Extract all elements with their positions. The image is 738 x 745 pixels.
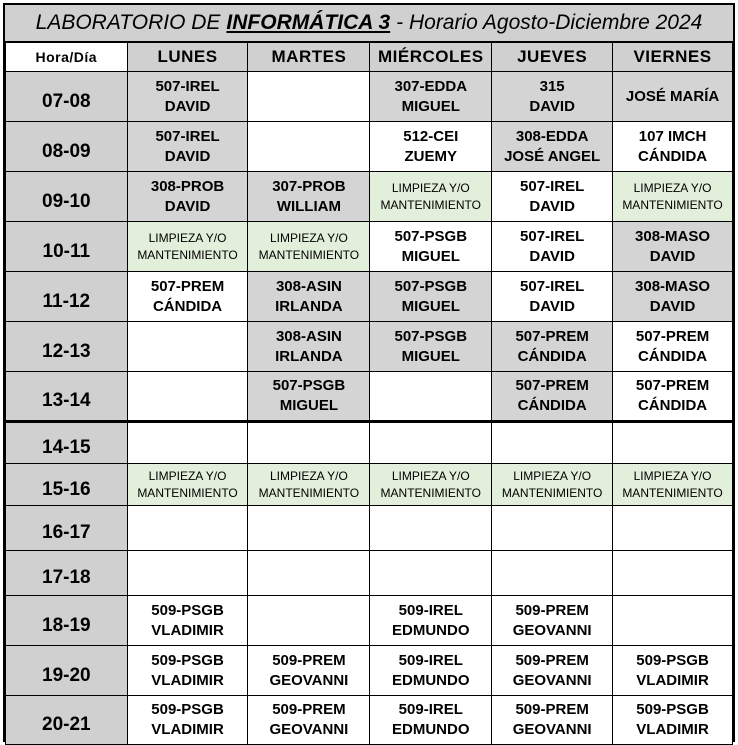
cell-course: 507-PREM [150, 277, 225, 295]
schedule-cell [492, 122, 613, 172]
cell-course: 507-PREM [515, 327, 589, 345]
cell-teacher: MIGUEL [401, 247, 460, 265]
empty-schedule-cell [613, 422, 733, 464]
empty-schedule-cell [613, 506, 733, 551]
schedule-cell [127, 272, 248, 322]
schedule-cell [248, 372, 370, 422]
cell-teacher: GEOVANNI [512, 621, 592, 639]
header-day: JUEVES [492, 43, 613, 72]
cell-teacher: DAVID [649, 297, 696, 315]
cell-course: 507-PSGB [272, 377, 346, 394]
cell-teacher: MIGUEL [401, 97, 460, 115]
empty-schedule-cell [613, 551, 733, 596]
schedule-cell [613, 696, 733, 745]
cell-course: 509-PREM [515, 601, 589, 619]
cell-course: 509-PSGB [636, 701, 709, 718]
schedule-row [6, 72, 733, 122]
cell-course: 507-PSGB [394, 327, 468, 345]
cell-course: LIMPIEZA Y/O [148, 230, 227, 245]
schedule-cell [127, 72, 248, 122]
schedule-body [6, 72, 733, 745]
schedule-row [6, 172, 733, 222]
cell-teacher: IRLANDA [275, 347, 343, 365]
cell-teacher: DAVID [164, 147, 211, 165]
empty-schedule-cell [248, 551, 370, 596]
schedule-cell [248, 172, 370, 222]
cell-course: 509-PREM [515, 651, 589, 669]
cell-teacher: MANTENIMIENTO [380, 485, 481, 500]
cell-course: 507-IREL [520, 177, 585, 195]
schedule-table [5, 42, 733, 745]
schedule-cell [370, 322, 492, 372]
schedule-row [6, 422, 733, 464]
schedule-row [6, 222, 733, 272]
schedule-cell [248, 646, 370, 696]
schedule-cell [127, 122, 248, 172]
cell-course: 512-CEI [403, 127, 459, 145]
cell-course: 509-PSGB [151, 651, 224, 669]
cell-course: 509-PSGB [151, 601, 224, 619]
cell-course: 509-PSGB [151, 701, 224, 718]
cell-teacher: MANTENIMIENTO [137, 247, 238, 262]
hour-label: 15-16 [6, 464, 128, 506]
header-day: VIERNES [613, 43, 733, 72]
cell-teacher: GEOVANNI [512, 671, 592, 689]
cell-teacher: MIGUEL [401, 297, 460, 315]
cell-course: 507-PSGB [394, 227, 468, 245]
schedule-row [6, 596, 733, 646]
schedule-row [6, 122, 733, 172]
cell-teacher: DAVID [529, 197, 575, 215]
schedule-cell [370, 646, 492, 696]
empty-schedule-cell [613, 596, 733, 646]
cell-teacher: GEOVANNI [512, 721, 592, 738]
cell-teacher: DAVID [649, 247, 696, 265]
cell-course: 507-IREL [520, 227, 585, 245]
header-corner: Hora/Día [6, 43, 128, 72]
cell-teacher: MANTENIMIENTO [622, 197, 723, 212]
empty-schedule-cell [127, 322, 248, 372]
cell-course: 509-PREM [515, 701, 589, 718]
empty-schedule-cell [127, 422, 248, 464]
cell-teacher: MANTENIMIENTO [622, 485, 723, 500]
cell-teacher: VLADIMIR [636, 671, 709, 689]
title-suffix: - Horario Agosto-Diciembre 2024 [396, 11, 703, 34]
schedule-cell [613, 464, 733, 506]
hour-label: 14-15 [6, 422, 128, 464]
hour-label: 13-14 [6, 372, 128, 422]
cell-teacher: VLADIMIR [151, 671, 224, 689]
empty-schedule-cell [127, 551, 248, 596]
schedule-cell [492, 172, 613, 222]
schedule-cell [613, 322, 733, 372]
hour-label: 09-10 [6, 172, 128, 222]
cell-teacher: VLADIMIR [151, 621, 224, 639]
empty-schedule-cell [248, 422, 370, 464]
schedule-cell [492, 372, 613, 422]
empty-schedule-cell [492, 506, 613, 551]
empty-schedule-cell [492, 422, 613, 464]
hour-label: 18-19 [6, 596, 128, 646]
cell-course: 509-IREL [398, 601, 463, 619]
empty-schedule-cell [127, 506, 248, 551]
cell-course: LIMPIEZA Y/O [269, 230, 348, 245]
title-prefix: LABORATORIO DE [35, 11, 221, 34]
schedule-sheet [3, 3, 735, 742]
schedule-cell [613, 272, 733, 322]
cell-course: LIMPIEZA Y/O [391, 180, 470, 195]
hour-label: 16-17 [6, 506, 128, 551]
cell-teacher: MANTENIMIENTO [258, 485, 360, 500]
empty-schedule-cell [248, 72, 370, 122]
schedule-cell [248, 272, 370, 322]
schedule-row [6, 696, 733, 745]
cell-teacher: CÁNDIDA [637, 397, 708, 414]
schedule-cell [492, 272, 613, 322]
cell-teacher: MANTENIMIENTO [380, 197, 481, 212]
schedule-cell [248, 322, 370, 372]
cell-course: 507-PREM [515, 377, 589, 394]
empty-schedule-cell [370, 506, 492, 551]
cell-course: LIMPIEZA Y/O [391, 468, 470, 483]
cell-course: LIMPIEZA Y/O [269, 468, 348, 483]
empty-schedule-cell [127, 372, 248, 422]
cell-course: 509-PREM [272, 651, 346, 669]
schedule-cell [370, 172, 492, 222]
empty-schedule-cell [248, 596, 370, 646]
cell-course: 307-PROB [272, 177, 346, 195]
hour-label: 11-12 [6, 272, 128, 322]
cell-course: 308-EDDA [515, 127, 589, 145]
cell-teacher: DAVID [529, 247, 575, 265]
cell-teacher: DAVID [529, 97, 575, 115]
schedule-row [6, 322, 733, 372]
cell-teacher: GEOVANNI [269, 721, 349, 738]
cell-course: LIMPIEZA Y/O [513, 468, 592, 483]
cell-course: 507-IREL [155, 77, 220, 95]
empty-schedule-cell [492, 551, 613, 596]
cell-teacher: WILLIAM [276, 197, 341, 215]
schedule-cell [127, 646, 248, 696]
schedule-row [6, 272, 733, 322]
schedule-row [6, 372, 733, 422]
cell-teacher: VLADIMIR [151, 721, 224, 738]
schedule-cell [492, 596, 613, 646]
cell-teacher: EDMUNDO [392, 671, 470, 689]
cell-course: 509-PREM [272, 701, 346, 718]
schedule-cell [248, 464, 370, 506]
schedule-cell [492, 696, 613, 745]
empty-schedule-cell [370, 372, 492, 422]
cell-course: 509-IREL [398, 701, 463, 718]
header-day: MIÉRCOLES [370, 43, 492, 72]
cell-course: 315 [539, 77, 565, 95]
schedule-cell [248, 222, 370, 272]
cell-course: LIMPIEZA Y/O [148, 468, 227, 483]
cell-course: 308-ASIN [275, 277, 342, 295]
cell-course: 308-MASO [635, 227, 711, 245]
empty-schedule-cell [370, 422, 492, 464]
schedule-cell [613, 172, 733, 222]
empty-schedule-cell [248, 122, 370, 172]
cell-course: 308-MASO [635, 277, 711, 295]
schedule-cell [127, 696, 248, 745]
cell-teacher: MIGUEL [401, 347, 460, 365]
cell-course: 507-PSGB [394, 277, 468, 295]
cell-course: 507-PREM [635, 327, 710, 345]
cell-course: LIMPIEZA Y/O [633, 468, 712, 483]
hour-label: 20-21 [6, 696, 128, 745]
hour-label: 08-09 [6, 122, 128, 172]
schedule-cell [370, 122, 492, 172]
schedule-cell [370, 72, 492, 122]
cell-course: JOSÉ MARÍA [625, 87, 720, 105]
cell-teacher: CÁNDIDA [637, 147, 708, 165]
schedule-cell [492, 322, 613, 372]
schedule-cell [613, 222, 733, 272]
cell-teacher: DAVID [164, 97, 211, 115]
empty-schedule-cell [248, 506, 370, 551]
cell-course: 307-EDDA [394, 77, 468, 95]
title-lab-name: INFORMÁTICA 3 [226, 11, 391, 34]
schedule-row [6, 506, 733, 551]
schedule-cell [370, 696, 492, 745]
cell-teacher: MANTENIMIENTO [137, 485, 238, 500]
schedule-cell [370, 222, 492, 272]
hour-label: 12-13 [6, 322, 128, 372]
cell-teacher: CÁNDIDA [637, 347, 708, 365]
cell-teacher: MANTENIMIENTO [258, 247, 360, 262]
hour-label: 10-11 [6, 222, 128, 272]
cell-course: 308-ASIN [275, 327, 342, 345]
cell-teacher: EDMUNDO [392, 721, 470, 738]
schedule-cell [613, 372, 733, 422]
schedule-cell [127, 464, 248, 506]
cell-course: 509-IREL [398, 651, 463, 669]
cell-teacher: CÁNDIDA [152, 297, 223, 315]
hour-label: 19-20 [6, 646, 128, 696]
cell-course: 507-IREL [520, 277, 585, 295]
empty-schedule-cell [370, 551, 492, 596]
schedule-row [6, 464, 733, 506]
schedule-cell [613, 72, 733, 122]
schedule-row [6, 646, 733, 696]
cell-course: 308-PROB [150, 177, 225, 195]
cell-teacher: CÁNDIDA [517, 397, 587, 414]
cell-teacher: ZUEMY [404, 147, 458, 165]
header-day: MARTES [248, 43, 370, 72]
schedule-title [5, 5, 733, 42]
cell-course: 507-IREL [155, 127, 220, 145]
cell-teacher: EDMUNDO [392, 621, 470, 639]
header-row [6, 43, 733, 72]
cell-teacher: JOSÉ ANGEL [504, 147, 601, 165]
header-day: LUNES [127, 43, 248, 72]
cell-course: LIMPIEZA Y/O [633, 180, 712, 195]
schedule-cell [127, 172, 248, 222]
cell-teacher: DAVID [529, 297, 575, 315]
cell-course: 509-PSGB [636, 651, 709, 669]
cell-teacher: IRLANDA [275, 297, 343, 315]
cell-course: 107 IMCH [638, 127, 707, 145]
cell-teacher: DAVID [164, 197, 211, 215]
cell-teacher: CÁNDIDA [517, 347, 587, 365]
schedule-cell [248, 696, 370, 745]
schedule-cell [492, 464, 613, 506]
schedule-cell [370, 272, 492, 322]
schedule-cell [492, 222, 613, 272]
cell-teacher: VLADIMIR [636, 721, 709, 738]
schedule-cell [127, 222, 248, 272]
schedule-cell [613, 122, 733, 172]
schedule-cell [127, 596, 248, 646]
schedule-cell [492, 646, 613, 696]
schedule-cell [370, 464, 492, 506]
schedule-cell [492, 72, 613, 122]
hour-label: 17-18 [6, 551, 128, 596]
cell-course: 507-PREM [635, 377, 710, 394]
schedule-row [6, 551, 733, 596]
hour-label: 07-08 [6, 72, 128, 122]
cell-teacher: MIGUEL [279, 397, 339, 414]
schedule-cell [613, 646, 733, 696]
cell-teacher: MANTENIMIENTO [501, 485, 603, 500]
cell-teacher: GEOVANNI [269, 671, 349, 689]
schedule-cell [370, 596, 492, 646]
